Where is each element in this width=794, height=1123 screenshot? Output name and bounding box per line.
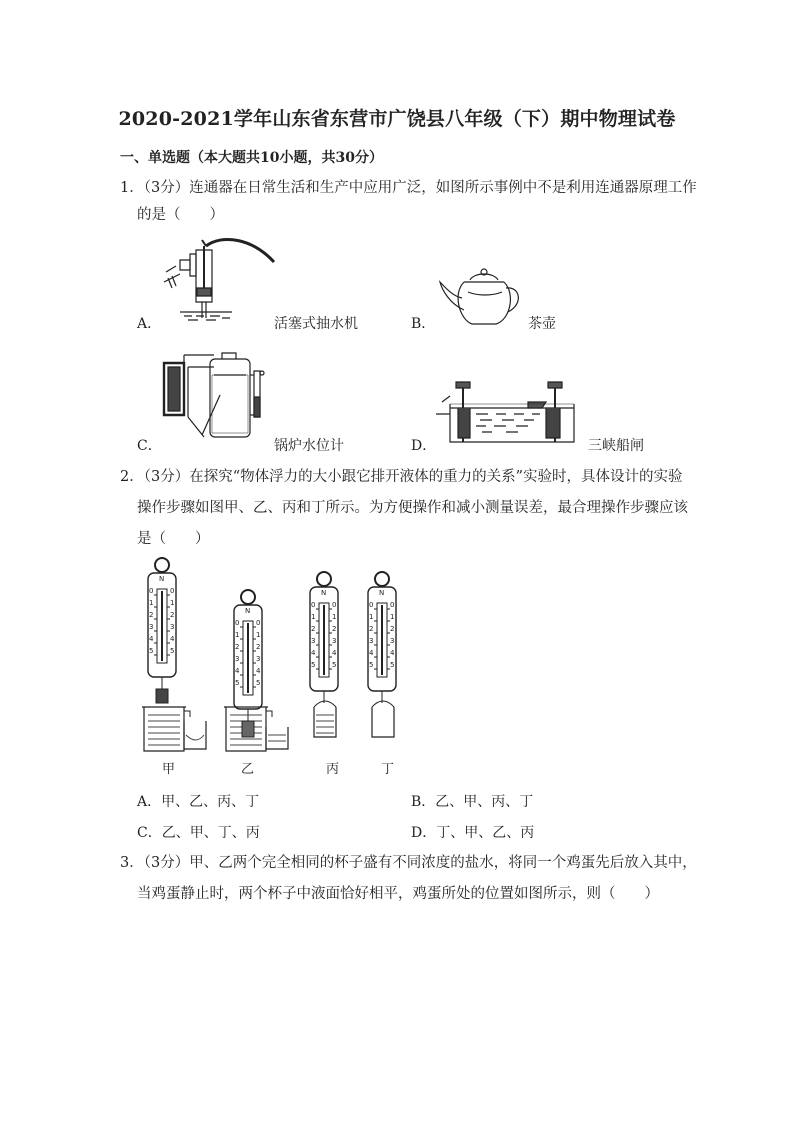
figure-label-jia: 甲 [162, 762, 176, 777]
question-1-line-1 [120, 178, 697, 198]
scale-jia-tick-label: 2 [170, 611, 175, 619]
question-2-number: 2． [120, 469, 144, 485]
scale-yi-tick-label: 2 [235, 643, 240, 651]
scale-bing-tick-label: 2 [311, 625, 316, 633]
experiment-figure [138, 565, 418, 755]
scale-yi-tick-label: 0 [235, 619, 240, 627]
question-1-points: （3分） [143, 180, 190, 196]
section-heading: 一、单选题（本大题共10小题，共30分） [120, 150, 383, 166]
scale-yi-tick-label: 5 [256, 679, 261, 687]
question-2-option-b [411, 791, 533, 811]
question-2-option-d [411, 822, 534, 842]
scale-yi-tick-label: 3 [235, 655, 240, 663]
scale-jia-tick-label: 0 [149, 587, 154, 595]
scale-yi-n-letter: N [245, 607, 251, 615]
scale-bing-tick-label: 3 [311, 637, 316, 645]
scale-ding-n-letter: N [379, 589, 385, 597]
question-1-option-c-caption: 锅炉水位计 [274, 438, 344, 454]
figure-label-bing: 丙 [326, 762, 340, 777]
scale-bing-tick-label: 4 [332, 649, 337, 657]
question-1-option-a-caption: 活塞式抽水机 [274, 316, 358, 332]
scale-ding-tick-label: 0 [390, 601, 395, 609]
scale-jia-tick-label: 2 [149, 611, 154, 619]
question-1-stem: 连通器在日常生活和生产中应用广泛，如图所示事例中不是利用连通器原理工作 [189, 180, 697, 196]
scale-ding-tick-label: 2 [369, 625, 374, 633]
question-3-stem: 甲、乙两个完全相同的杯子盛有不同浓度的盐水，将同一个鸡蛋先后放入其中， [189, 855, 697, 871]
question-2-line-2: 操作步骤如图甲、乙、丙和丁所示。为方便操作和减小测量误差，最合理操作步骤应该 [137, 500, 688, 516]
question-2-option-b-text: 乙、甲、丙、丁 [435, 794, 534, 810]
question-2-stem: 在探究“物体浮力的大小跟它排开液体的重力的关系”实验时，具体设计的实验 [189, 469, 683, 485]
figure-label-ding: 丁 [381, 762, 395, 777]
question-1-option-d-letter: D． [411, 438, 437, 454]
piston-pump-figure [162, 232, 282, 327]
scale-jia-tick-label: 3 [170, 623, 175, 631]
question-1-option-a-letter: A． [137, 316, 162, 332]
scale-jia-tick-label: 4 [170, 635, 175, 643]
scale-bing-tick-label: 2 [332, 625, 337, 633]
page-title: 2020-2021学年山东省东营市广饶县八年级（下）期中物理试卷 [118, 108, 676, 130]
scale-bing-tick-label: 0 [332, 601, 337, 609]
scale-ding-tick-label: 1 [369, 613, 374, 621]
question-3-number: 3． [120, 855, 144, 871]
scale-ding-tick-label: 5 [390, 661, 395, 669]
question-2-option-a [137, 791, 259, 811]
scale-ding-tick-label: 4 [369, 649, 374, 657]
scale-yi-tick-label: 2 [256, 643, 261, 651]
scale-ding-tick-label: 2 [390, 625, 395, 633]
scale-bing-tick-label: 4 [311, 649, 316, 657]
scale-jia-tick-label: 0 [170, 587, 175, 595]
question-2-line-1 [120, 467, 683, 487]
ship-lock-figure [436, 380, 586, 448]
boiler-gauge-figure [158, 345, 270, 445]
scale-bing-tick-label: 5 [311, 661, 316, 669]
scale-jia-tick-label: 5 [149, 647, 154, 655]
question-1-option-b-letter: B． [411, 316, 436, 332]
question-2-option-c-text: 乙、甲、丁、丙 [161, 825, 260, 841]
scale-jia-tick-label: 4 [149, 635, 154, 643]
scale-jia-tick-label: 1 [149, 599, 154, 607]
question-3-points: （3分） [143, 855, 190, 871]
question-2-option-c-letter: C． [137, 825, 162, 841]
question-1-line-2: 的是（ ） [137, 207, 224, 223]
scale-jia-tick-label: 3 [149, 623, 154, 631]
question-3-line-1 [120, 853, 697, 873]
scale-bing-tick-label: 3 [332, 637, 337, 645]
question-2-line-3: 是（ ） [137, 531, 210, 547]
question-2-option-a-text: 甲、乙、丙、丁 [161, 794, 260, 810]
scale-yi-tick-label: 1 [235, 631, 240, 639]
question-1-number: 1． [120, 180, 144, 196]
teapot-figure [438, 264, 528, 328]
scale-ding-tick-label: 3 [390, 637, 395, 645]
scale-ding-tick-label: 0 [369, 601, 374, 609]
question-2-option-d-text: 丁、甲、乙、丙 [436, 825, 535, 841]
scale-bing-tick-label: 0 [311, 601, 316, 609]
question-2-option-c [137, 822, 260, 842]
scale-yi-tick-label: 4 [235, 667, 240, 675]
question-2-option-d-letter: D． [411, 825, 437, 841]
scale-yi-tick-label: 1 [256, 631, 261, 639]
scale-jia-tick-label: 5 [170, 647, 175, 655]
question-1-option-c-letter: C． [137, 438, 162, 454]
question-1-option-d-caption: 三峡船闸 [588, 438, 644, 454]
scale-bing-tick-label: 1 [311, 613, 316, 621]
scale-bing-n-letter: N [321, 589, 327, 597]
scale-yi-tick-label: 3 [256, 655, 261, 663]
question-2-option-b-letter: B． [411, 794, 436, 810]
scale-jia-n-letter: N [159, 575, 165, 583]
scale-bing-tick-label: 5 [332, 661, 337, 669]
question-2-option-a-letter: A． [137, 794, 162, 810]
scale-yi-tick-label: 0 [256, 619, 261, 627]
question-1-option-b-caption: 茶壶 [528, 316, 556, 332]
scale-ding-tick-label: 5 [369, 661, 374, 669]
scale-bing-tick-label: 1 [332, 613, 337, 621]
scale-yi-tick-label: 5 [235, 679, 240, 687]
scale-ding-tick-label: 1 [390, 613, 395, 621]
figure-label-yi: 乙 [241, 762, 255, 777]
scale-ding-tick-label: 4 [390, 649, 395, 657]
scale-jia-tick-label: 1 [170, 599, 175, 607]
scale-ding-tick-label: 3 [369, 637, 374, 645]
question-2-points: （3分） [143, 469, 190, 485]
scale-yi-tick-label: 4 [256, 667, 261, 675]
question-3-line-2: 当鸡蛋静止时，两个杯子中液面恰好相平，鸡蛋所处的位置如图所示，则（ ） [137, 886, 659, 902]
